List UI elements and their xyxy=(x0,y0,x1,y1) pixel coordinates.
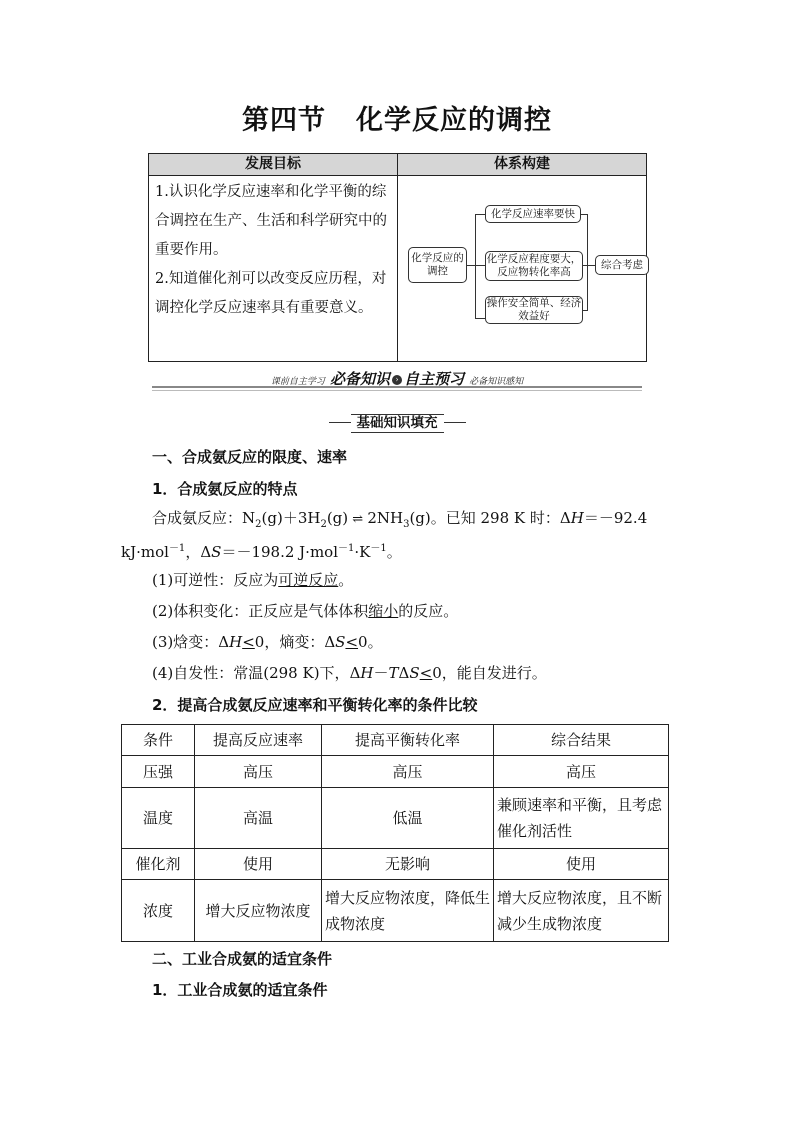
table-cell: 高温 xyxy=(195,788,322,849)
connector xyxy=(475,214,476,318)
subsection-heading: 1．工业合成氨的适宜条件 xyxy=(152,981,328,999)
table-cell: 高压 xyxy=(322,756,494,788)
delta-s-symbol: ΔS xyxy=(200,543,222,561)
item-text: (3)焓变： xyxy=(152,633,219,651)
exponent: －1 xyxy=(168,543,186,554)
table-cell: 浓度 xyxy=(122,880,195,942)
table-cell: 增大反应物浓度，且不断减少生成物浓度 xyxy=(494,880,669,942)
item-text: ，能自发进行。 xyxy=(441,664,547,682)
thermo-line: kJ·mol$^{-1}$，ΔS＝－198.2 $J\cdot mol^{-1}\cdot K^{-1}$。 xyxy=(121,543,402,561)
delta-h-value: ＝－92.4 xyxy=(583,509,648,527)
connector xyxy=(587,214,588,311)
table-row xyxy=(122,756,669,788)
delta-h-symbol: ΔH xyxy=(559,509,584,527)
structure-header: 体系构建 xyxy=(398,154,646,176)
answer-blank: ΔH－TΔS<0 xyxy=(349,664,442,682)
reaction-label: 合成氨反应： xyxy=(152,509,243,527)
table-divider xyxy=(397,154,398,361)
list-item xyxy=(152,663,547,683)
diagram-root-node: 化学反应的调控 xyxy=(408,247,467,283)
table-header-row xyxy=(122,725,669,756)
subsection-heading: 2．提高合成氨反应速率和平衡转化率的条件比较 xyxy=(152,696,478,714)
page-title xyxy=(0,98,794,137)
table-row xyxy=(122,880,669,942)
reaction-equation: $N_2(g)+3H_2(g)$ ⇌ $2NH_3(g)$ xyxy=(242,509,431,530)
table-cell: 兼顾速率和平衡，且考虑催化剂活性 xyxy=(494,788,669,849)
equilibrium-arrow-icon: ⇌ xyxy=(348,512,368,527)
objectives-table xyxy=(148,153,647,362)
diagram-result-node: 综合考虑 xyxy=(595,255,649,275)
table-header-cell: 综合结果 xyxy=(494,725,669,756)
conditions-table xyxy=(121,724,669,942)
title-text: 化学反应的调控 xyxy=(356,105,552,136)
connector xyxy=(475,214,485,215)
section-heading: 一、合成氨反应的限度、速率 xyxy=(152,448,348,466)
list-item xyxy=(152,570,353,590)
table-header-cell: 条件 xyxy=(122,725,195,756)
banner-right-text: 必备知识感知 xyxy=(469,377,524,387)
section-heading: 二、工业合成氨的适宜条件 xyxy=(152,950,333,968)
goals-list xyxy=(155,178,393,323)
goal-item: 1.认识化学反应速率和化学平衡的综合调控在生产、生活和科学研究中的重要作用。 xyxy=(155,184,387,258)
objectives-header: 发展目标 xyxy=(149,154,397,176)
banner-main-text: 自主预习 xyxy=(404,370,465,388)
section-label-text: 基础知识填充 xyxy=(351,414,444,433)
table-cell: 压强 xyxy=(122,756,195,788)
subsection-heading: 1．合成氨反应的特点 xyxy=(152,480,298,498)
arrow-circle-icon: › xyxy=(392,375,402,385)
delta-s-value: ＝－198.2 J·mol xyxy=(221,543,338,561)
answer-blank: ΔH<0 xyxy=(218,633,265,651)
table-cell: 增大反应物浓度 xyxy=(195,880,322,942)
table-header-cell: 提高平衡转化率 xyxy=(322,725,494,756)
table-cell: 高压 xyxy=(195,756,322,788)
connector xyxy=(467,265,475,266)
goal-item: 2.知道催化剂可以改变反应历程，对调控化学反应速率具有重要意义。 xyxy=(155,271,387,316)
answer-blank: 可逆反应 xyxy=(278,571,339,589)
connector xyxy=(475,265,485,266)
table-cell: 温度 xyxy=(122,788,195,849)
banner-left-text: 课前自主学习 xyxy=(270,377,325,387)
answer-blank: 缩小 xyxy=(368,602,399,620)
answer-blank: ΔS<0 xyxy=(324,633,368,651)
table-cell: 催化剂 xyxy=(122,849,195,880)
label-wing xyxy=(444,422,466,423)
title-section-number: 第四节 xyxy=(242,105,326,136)
connector xyxy=(587,265,595,266)
item-text: (1)可逆性：反应为 xyxy=(152,571,279,589)
table-cell: 使用 xyxy=(494,849,669,880)
section-banner xyxy=(150,368,644,389)
table-row xyxy=(122,788,669,849)
table-header-cell: 提高反应速率 xyxy=(195,725,322,756)
item-text: 的反应。 xyxy=(398,602,459,620)
banner-main-text: 必备知识 xyxy=(329,370,390,388)
reaction-line xyxy=(152,508,647,535)
section-label xyxy=(0,412,794,433)
diagram-branch-node: 化学反应速率要快 xyxy=(485,205,581,223)
table-cell: 无影响 xyxy=(322,849,494,880)
item-text: (2)体积变化：正反应是气体体积 xyxy=(152,602,369,620)
list-item xyxy=(152,601,458,621)
table-row xyxy=(122,849,669,880)
label-wing xyxy=(329,422,351,423)
list-item: (3)焓变：ΔH<0，熵变：ΔS<0。 xyxy=(152,633,383,651)
table-cell: 高压 xyxy=(494,756,669,788)
unit: kJ·mol xyxy=(121,543,169,561)
diagram-branch-node: 化学反应程度要大，反应物转化率高 xyxy=(485,251,583,281)
diagram-branch-node: 操作安全简单、经济效益好 xyxy=(486,297,582,322)
item-text: (4)自发性：常温(298 K)下， xyxy=(152,664,350,682)
item-text: ，熵变： xyxy=(264,633,325,651)
exponent: －1 xyxy=(370,543,387,554)
exponent: －1 xyxy=(338,543,355,554)
table-cell: 增大反应物浓度，降低生成物浓度 xyxy=(322,880,494,942)
reaction-condition: 。已知 298 K 时： xyxy=(430,509,560,527)
item-text: 。 xyxy=(338,571,354,589)
table-cell: 低温 xyxy=(322,788,494,849)
table-cell: 使用 xyxy=(195,849,322,880)
unit: ·K xyxy=(354,543,371,561)
connector xyxy=(475,318,485,319)
banner-rule xyxy=(152,390,642,391)
